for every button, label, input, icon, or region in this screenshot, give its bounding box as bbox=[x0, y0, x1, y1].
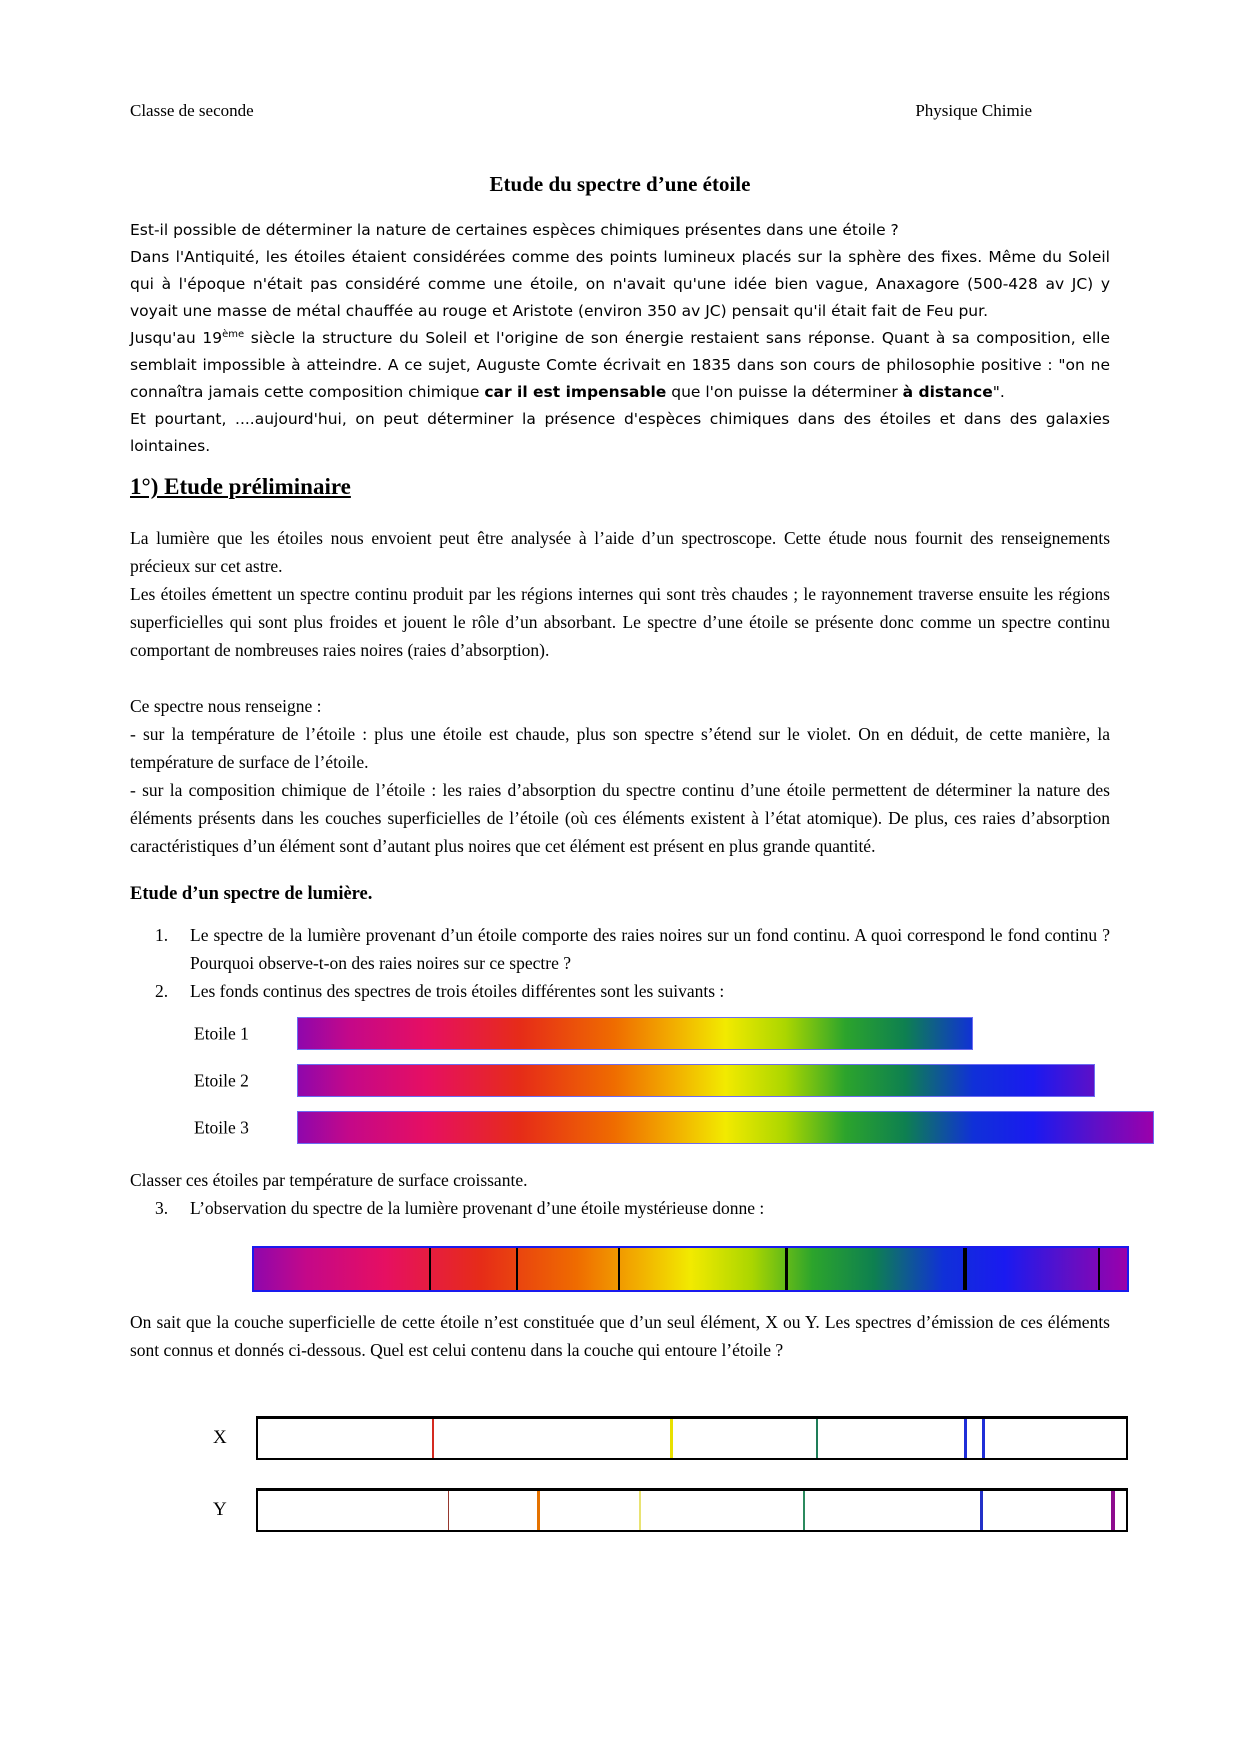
bullet-temperature: - sur la température de l’étoile : plus une étoile est chaude, plus son spectre s’étend sur le violet. On en déduit, de cette manière, la température de surface de l’étoile. bbox=[130, 724, 1110, 772]
section-1-heading: 1°) Etude préliminaire bbox=[130, 474, 351, 499]
star-3-label: Etoile 3 bbox=[194, 1117, 249, 1137]
star-1-label: Etoile 1 bbox=[194, 1023, 249, 1043]
star-spectrum-row bbox=[130, 1064, 1110, 1097]
emission-x-label: X bbox=[213, 1427, 227, 1448]
question-1-text: Le spectre de la lumière provenant d’un étoile comporte des raies noires sur un fond continu. A quoi correspond le fond continu ? Pourquoi observe-t-on des raies noires sur ce spectre ? bbox=[190, 925, 1110, 973]
subheading-etude-spectre: Etude d’un spectre de lumière. bbox=[130, 884, 373, 904]
bullet-composition: - sur la composition chimique de l’étoile : les raies d’absorption du spectre continu d’une étoile permettent de déterminer la nature des éléments présents dans les couches superficielles de l’étoile (où ces éléments existent à l’état atomique). De plus, ces raies d’absorption caractéristiques d’un élément sont d’autant plus noires que cet élément est présent en plus grande quantité. bbox=[130, 780, 1110, 856]
intro-comte-text: siècle la structure du Soleil et l'origine de son énergie restaient sans réponse. Quant à sa composition, elle semblait impossible à atteindre. A ce sujet, Auguste Comte écrivait en 1835 dans son cours de philosophie positive : "on ne connaîtra jamais cette composition chimique bbox=[130, 329, 1110, 401]
on-sait-paragraph: On sait que la couche superficielle de cette étoile n’est constituée que d’un seul élément, X ou Y. Les spectres d’émission de ces éléments sont connus et donnés ci-dessous. Quel est celui contenu dans la couche qui entoure l’étoile ? bbox=[130, 1312, 1110, 1360]
intro-comte-text: Jusqu'au 19 bbox=[130, 329, 223, 347]
star-2-label: Etoile 2 bbox=[194, 1070, 249, 1090]
star-spectra-group bbox=[130, 1017, 1110, 1144]
emission-x-row bbox=[130, 1416, 1110, 1460]
para-renseigne: Ce spectre nous renseigne : bbox=[130, 696, 322, 716]
emission-line bbox=[537, 1491, 540, 1530]
header-subject-label: Physique Chimie bbox=[915, 101, 1032, 120]
intro-comte bbox=[130, 325, 1110, 406]
absorption-line bbox=[785, 1248, 788, 1290]
absorption-line bbox=[429, 1248, 431, 1290]
emission-line bbox=[964, 1419, 967, 1458]
absorption-line bbox=[1098, 1248, 1100, 1290]
para-spectroscope: La lumière que les étoiles nous envoient peut être analysée à l’aide d’un spectroscope. Cette étude nous fournit des renseignements précieux sur cet astre. bbox=[130, 528, 1110, 576]
intro-question: Est-il possible de déterminer la nature de certaines espèces chimiques présentes dans une étoile ? bbox=[130, 221, 899, 239]
emission-line bbox=[980, 1491, 983, 1530]
question-1 bbox=[130, 921, 1110, 977]
mystery-spectrum-section bbox=[130, 1246, 1110, 1292]
question-2-text: Les fonds continus des spectres de trois étoiles différentes sont les suivants : bbox=[190, 981, 725, 1001]
emission-y-label: Y bbox=[213, 1499, 227, 1520]
intro-bold-distance: à distance bbox=[902, 383, 993, 401]
document-title: Etude du spectre d’une étoile bbox=[489, 172, 751, 196]
question-1-number: 1. bbox=[155, 925, 169, 945]
page-header bbox=[130, 0, 1110, 122]
emission-line bbox=[432, 1419, 434, 1458]
emission-line bbox=[670, 1419, 673, 1458]
intro-history: Dans l'Antiquité, les étoiles étaient considérées comme des points lumineux placés sur la sphère des fixes. Même du Soleil qui à l'époque n'était pas considéré comme une étoile, on n'avait qu'une idée bien vague, Anaxagore (500-428 av JC) y voyait une masse de métal chauffée au rouge et Aristote (environ 350 av JC) pensait qu'il était fait de Feu pur. bbox=[130, 248, 1110, 320]
emission-line bbox=[1111, 1491, 1115, 1530]
emission-line bbox=[639, 1491, 641, 1530]
emission-y-bar bbox=[256, 1488, 1128, 1532]
question-2 bbox=[130, 977, 1110, 1005]
absorption-line bbox=[618, 1248, 620, 1290]
absorption-line bbox=[963, 1248, 967, 1290]
star-1-spectrum-bar bbox=[297, 1017, 973, 1050]
star-spectrum-row bbox=[130, 1017, 1110, 1050]
star-2-spectrum-bar bbox=[297, 1064, 1095, 1097]
star-3-spectrum-bar bbox=[297, 1111, 1154, 1144]
intro-today: Et pourtant, ....aujourd'hui, on peut déterminer la présence d'espèces chimiques dans des étoiles et dans des galaxies lointaines. bbox=[130, 410, 1110, 455]
question-3-number: 3. bbox=[155, 1198, 169, 1218]
classer-instruction: Classer ces étoiles par température de surface croissante. bbox=[130, 1170, 528, 1190]
question-2-number: 2. bbox=[155, 981, 169, 1001]
emission-y-row bbox=[130, 1488, 1110, 1532]
question-3-text: L’observation du spectre de la lumière provenant d’une étoile mystérieuse donne : bbox=[190, 1198, 765, 1218]
emission-line bbox=[803, 1491, 805, 1530]
absorption-line bbox=[516, 1248, 518, 1290]
star-spectrum-row bbox=[130, 1111, 1110, 1144]
intro-section bbox=[130, 217, 1110, 460]
superscript-eme: ème bbox=[222, 328, 245, 340]
intro-comte-text: ". bbox=[992, 383, 1005, 401]
emission-line bbox=[816, 1419, 818, 1458]
para-spectre-continu: Les étoiles émettent un spectre continu produit par les régions internes qui sont très chaudes ; le rayonnement traverse ensuite les régions superficielles qui sont plus froides et jouent le rôle d’un absorbant. Le spectre d’une étoile se présente donc comme un spectre continu comportant de nombreuses raies noires (raies d’absorption). bbox=[130, 584, 1110, 660]
emission-line bbox=[448, 1491, 449, 1530]
intro-comte-text: que l'on puisse la déterminer bbox=[666, 383, 903, 401]
intro-bold-impensable: car il est impensable bbox=[484, 383, 667, 401]
emission-x-bar bbox=[256, 1416, 1128, 1460]
mystery-spectrum-bar bbox=[252, 1246, 1129, 1292]
emission-line bbox=[982, 1419, 985, 1458]
question-3 bbox=[130, 1194, 1110, 1222]
header-class-label: Classe de seconde bbox=[130, 101, 254, 120]
